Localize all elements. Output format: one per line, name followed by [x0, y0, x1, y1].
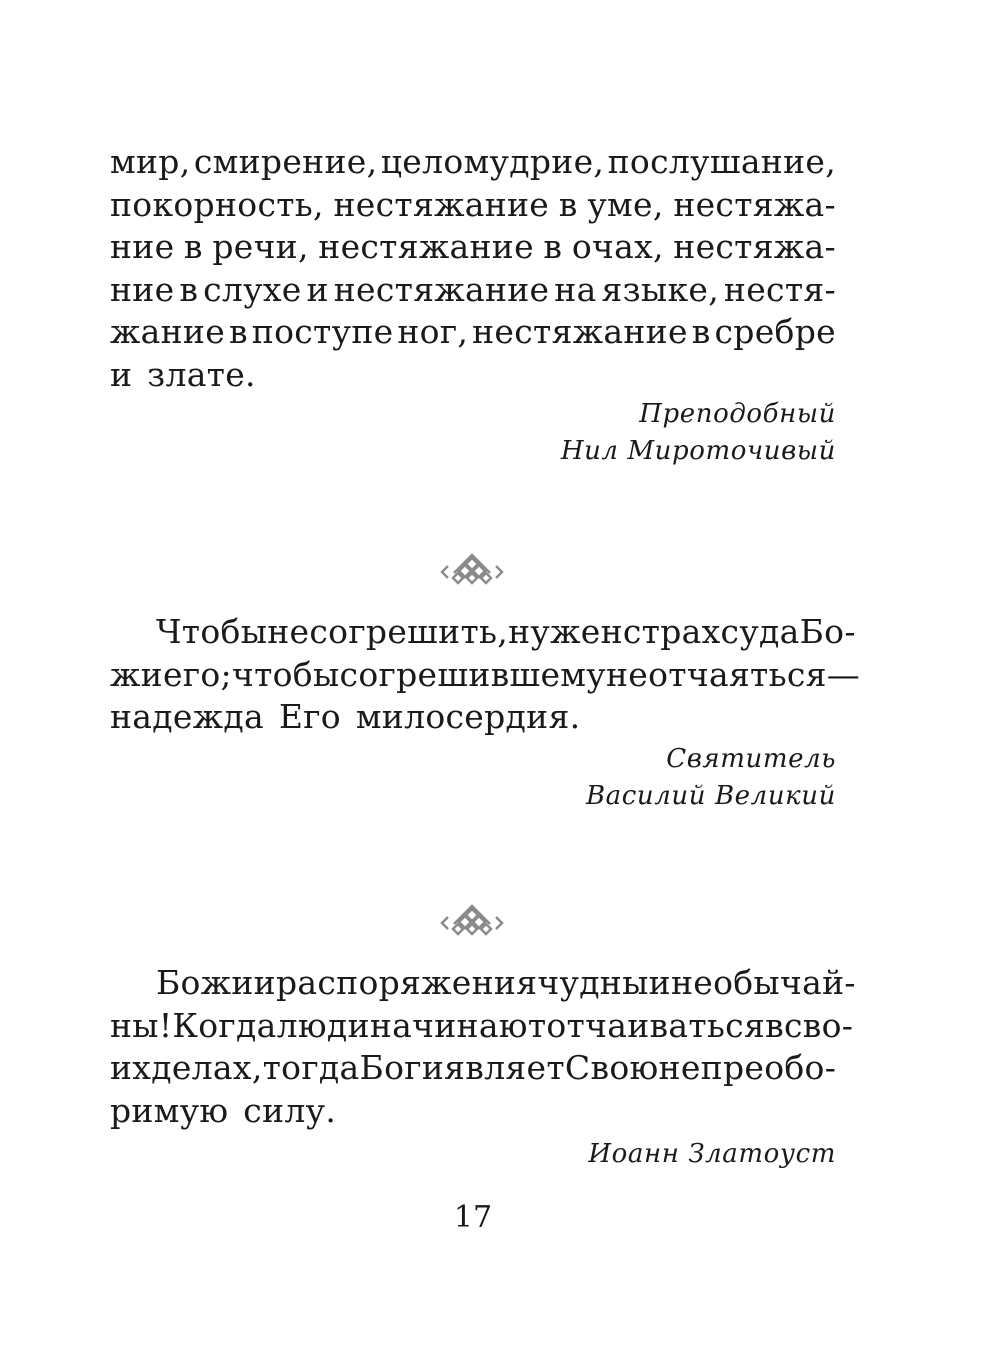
word: жание: [110, 312, 226, 351]
word: ние: [110, 269, 175, 309]
attribution-name: Иоанн Златоуст: [588, 1139, 836, 1169]
word: жиего;: [110, 654, 232, 694]
word: ние: [110, 227, 175, 266]
word: нестяжание: [333, 269, 550, 309]
attribution-name: Василий Великий: [585, 781, 836, 811]
word: тогда: [262, 1048, 360, 1087]
word: суда: [720, 612, 800, 651]
word: и: [421, 1048, 445, 1087]
word: слухе: [203, 269, 302, 309]
word: надежда: [110, 697, 264, 736]
text-line: [110, 654, 861, 697]
quote-2-text: [110, 611, 861, 739]
word: Свою: [564, 1048, 659, 1087]
word: римую: [110, 1090, 229, 1130]
word: в: [543, 227, 563, 266]
word: Бо-: [799, 612, 856, 651]
text-line: [110, 354, 836, 397]
text-line: [110, 1005, 854, 1048]
text-line: [110, 1090, 836, 1133]
text-line: [110, 696, 836, 739]
word: нестяжание: [318, 227, 534, 266]
word: в: [558, 184, 578, 224]
word: языке,: [601, 269, 720, 309]
word: целомудрие,: [380, 142, 605, 181]
word: согрешить,: [309, 612, 509, 651]
text-line: [110, 611, 856, 654]
word: не: [606, 654, 649, 694]
word: мир,: [110, 142, 191, 181]
word: на: [554, 269, 597, 309]
text-line: [110, 184, 836, 227]
word: нестяжа-: [673, 227, 836, 266]
attribution-name: Нил Мироточивый: [560, 436, 836, 466]
text-line: [110, 1047, 836, 1090]
word: в: [228, 312, 248, 351]
word: милосердия.: [355, 697, 581, 736]
word: Когда: [172, 1005, 277, 1045]
text-line: [110, 311, 836, 354]
word: Чтобы: [156, 612, 268, 651]
word: люди: [276, 1005, 370, 1045]
quote-1-text: [110, 141, 836, 396]
word: чудны: [537, 963, 649, 1002]
word: речи,: [212, 227, 309, 266]
word: в: [179, 269, 199, 309]
word: сребре: [714, 312, 836, 351]
word: в: [183, 227, 203, 266]
word: сво-: [783, 1005, 854, 1045]
word: ны!: [110, 1005, 173, 1045]
word: нестя-: [723, 269, 836, 309]
word: и: [306, 269, 329, 309]
word: являет: [444, 1048, 565, 1087]
word: покорность,: [110, 184, 324, 224]
word: смирение,: [193, 142, 378, 181]
word: в: [765, 1005, 784, 1045]
word: не: [267, 612, 310, 651]
quote-3-text: [110, 962, 856, 1132]
text-line: [110, 269, 836, 312]
word: страх: [622, 612, 721, 651]
word: ног,: [397, 312, 469, 351]
word: отчаяться: [648, 654, 827, 694]
word: их: [110, 1048, 152, 1087]
word: Его: [278, 697, 341, 736]
ornament-divider-icon: [440, 551, 504, 587]
text-line: [110, 962, 856, 1005]
word: уме,: [587, 184, 664, 224]
word: и: [648, 963, 671, 1002]
text-line: [110, 141, 836, 184]
word: нестяжание: [333, 184, 550, 224]
word: отчаиваться: [546, 1005, 766, 1045]
word: силу.: [243, 1090, 337, 1130]
word: —: [826, 654, 861, 694]
word: поступе: [251, 312, 394, 351]
quote-3-attribution: [588, 1136, 836, 1173]
word: и: [110, 354, 133, 394]
word: нестяжа-: [673, 184, 836, 224]
attribution-title: Преподобный: [639, 399, 836, 429]
word: Бог: [359, 1048, 422, 1087]
word: в: [691, 312, 711, 351]
word: начинают: [369, 1005, 547, 1045]
word: злате.: [147, 354, 256, 394]
word: непреобо-: [658, 1048, 837, 1087]
word: Божии: [156, 963, 276, 1002]
page-number: 17: [453, 1200, 493, 1235]
text-line: [110, 226, 836, 269]
word: нужен: [508, 612, 623, 651]
ornament-divider-icon: [440, 902, 504, 938]
quote-1-attribution: [561, 396, 836, 470]
word: чтобы: [231, 654, 340, 694]
word: делах,: [151, 1048, 263, 1087]
quote-2-attribution: [586, 741, 836, 815]
attribution-title: Святитель: [666, 744, 836, 774]
word: согрешившему: [339, 654, 606, 694]
word: послушание,: [607, 142, 836, 181]
word: нестяжание: [472, 312, 688, 351]
word: распоряжения: [275, 963, 538, 1002]
word: очах,: [571, 227, 664, 266]
word: необычай-: [670, 963, 856, 1002]
